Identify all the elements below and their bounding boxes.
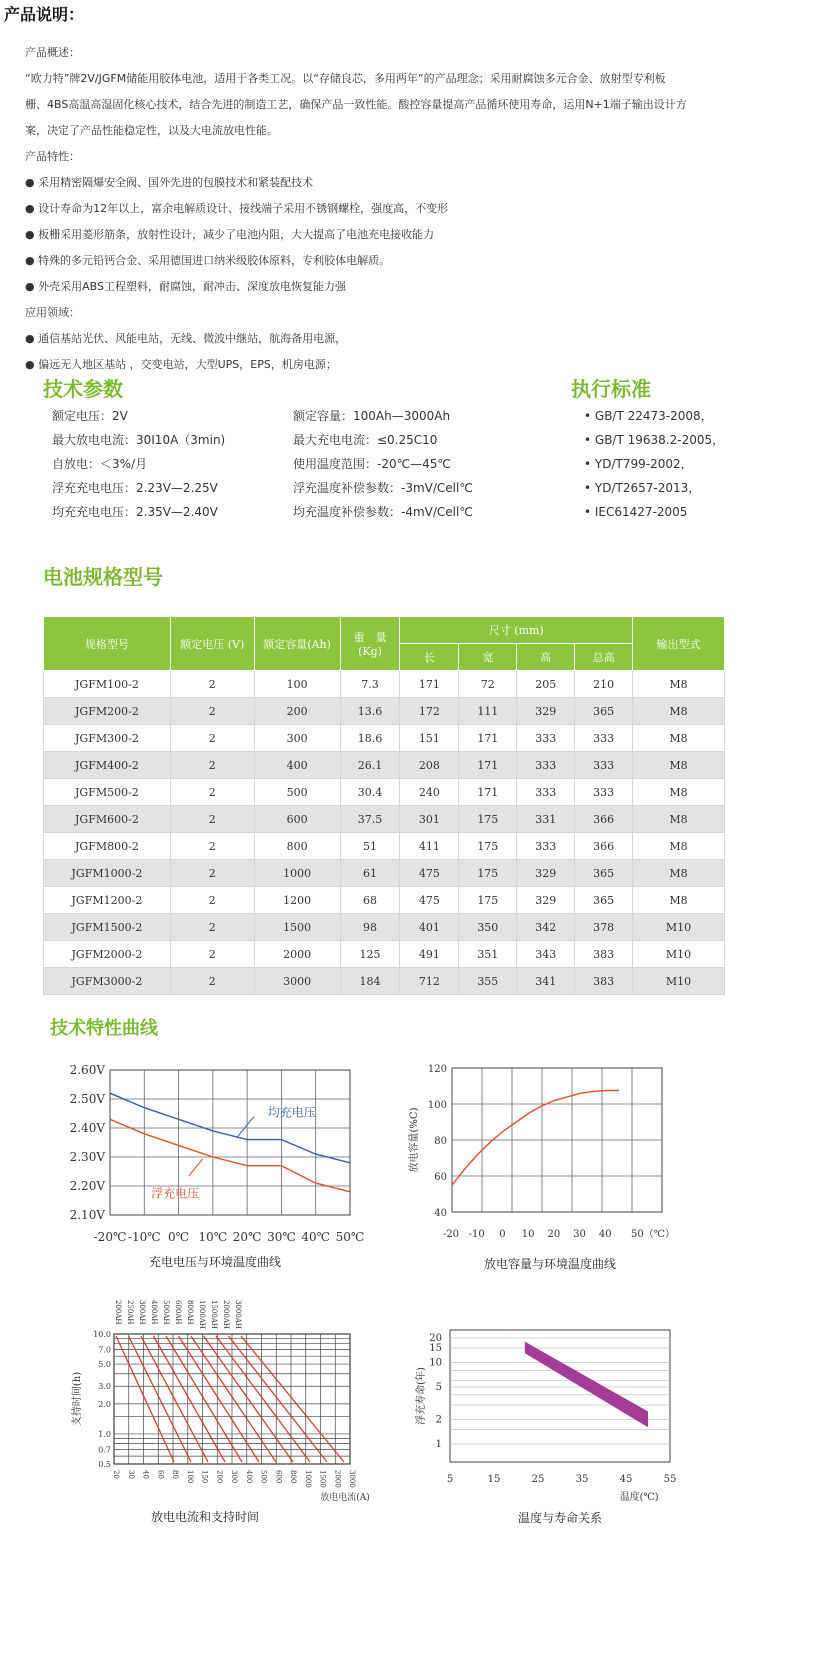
table-cell: 333 (575, 779, 633, 806)
th-weight (340, 617, 400, 671)
spec-item: 均充充电电压：2.35V—2.40V (52, 505, 218, 519)
x-tick-label: 20 (547, 1229, 561, 1240)
table-cell: 175 (459, 833, 517, 860)
table-cell: 301 (400, 806, 459, 833)
spec-item: 均充温度补偿参数：-4mV/Cell℃ (293, 505, 473, 519)
y-axis-label: 支持时间(h) (72, 1371, 83, 1427)
x-tick-label: 150 (200, 1470, 209, 1484)
model-rows (44, 671, 725, 995)
y-tick-label: 0.5 (98, 1460, 111, 1469)
table-cell: 208 (400, 752, 459, 779)
x-tick-label: 25 (531, 1474, 545, 1485)
table-cell: JGFM500-2 (44, 779, 171, 806)
table-cell: 2 (170, 968, 254, 995)
table-cell: M10 (633, 941, 725, 968)
table-cell: 175 (459, 887, 517, 914)
y-tick-label: 5 (435, 1381, 442, 1393)
table-cell: 3000 (254, 968, 340, 995)
table-cell: JGFM1200-2 (44, 887, 171, 914)
table-cell: 366 (575, 806, 633, 833)
y-tick-label: 10 (429, 1357, 442, 1369)
series-line (229, 1336, 328, 1462)
x-tick-label: 15 (487, 1474, 501, 1485)
table-cell: 331 (517, 806, 575, 833)
plot-frame (110, 1070, 350, 1215)
standards-heading: 执行标准 (571, 377, 651, 401)
table-cell: 383 (575, 968, 633, 995)
table-cell: 342 (517, 914, 575, 941)
th-model: 规格型号 (44, 617, 171, 671)
table-cell: 333 (575, 752, 633, 779)
table-cell: 333 (575, 725, 633, 752)
y-tick-label: 5.0 (98, 1360, 111, 1370)
table-cell: 366 (575, 833, 633, 860)
y-axis-label: 放电容量(%C) (409, 1107, 420, 1173)
tech-params-col1 (52, 404, 225, 524)
table-row (44, 698, 725, 725)
standard-item: • YD/T799-2002， (584, 457, 693, 471)
table-cell: 351 (459, 941, 517, 968)
spec-item: 额定容量：100Ah—3000Ah (293, 409, 451, 423)
table-cell: M8 (633, 671, 725, 698)
series-label: 200AH (114, 1300, 122, 1325)
x-tick-label: 0 (499, 1229, 506, 1240)
series-label: 300AH (138, 1300, 146, 1325)
table-cell: 175 (459, 806, 517, 833)
x-tick-label: 600 (274, 1470, 283, 1484)
table-cell: 18.6 (340, 725, 400, 752)
x-tick-label: 60 (156, 1470, 165, 1479)
table-cell: 51 (340, 833, 400, 860)
y-tick-label: 2.50V (69, 1092, 105, 1106)
th-width: 宽 (459, 644, 517, 671)
table-cell: 2 (170, 725, 254, 752)
series-line (116, 1336, 174, 1462)
y-tick-label: 0.7 (98, 1445, 111, 1455)
table-cell: M8 (633, 860, 725, 887)
table-cell: 350 (459, 914, 517, 941)
standard-item: • GB/T 19638.2-2005， (584, 433, 725, 447)
temperature-life-chart (410, 1320, 710, 1510)
table-cell: 800 (254, 833, 340, 860)
table-cell: 2 (170, 914, 254, 941)
series-label: 2000AH (222, 1300, 230, 1329)
y-tick-label: 2 (435, 1414, 442, 1426)
table-cell: M8 (633, 806, 725, 833)
y-tick-label: 2.30V (69, 1150, 105, 1164)
overview-line: 案，决定了产品性能稳定性，以及大电流放电性能。 (25, 124, 278, 137)
x-tick-label: 50℃ (335, 1230, 365, 1244)
x-tick-label: 30 (573, 1229, 586, 1240)
standard-item: • YD/T2657-2013， (584, 481, 701, 495)
table-cell: JGFM3000-2 (44, 968, 171, 995)
curves-heading: 技术特性曲线 (50, 1018, 158, 1039)
table-cell: 2 (170, 806, 254, 833)
x-tick-label: 35 (575, 1474, 589, 1485)
x-tick-label: 1000 (303, 1470, 312, 1488)
table-cell: 2000 (254, 941, 340, 968)
table-cell: 329 (517, 698, 575, 725)
x-tick-label: 40 (141, 1470, 150, 1479)
table-cell: 2 (170, 941, 254, 968)
y-tick-label: 2.60V (69, 1063, 105, 1077)
x-tick-label: 3000 (348, 1470, 356, 1488)
chart1-caption: 充电电压与环境温度曲线 (148, 1255, 281, 1269)
th-weight-line2: (Kg) (358, 645, 382, 658)
table-cell: 329 (517, 860, 575, 887)
tech-params-heading: 技术参数 (43, 377, 123, 401)
table-row (44, 941, 725, 968)
table-cell: 100 (254, 671, 340, 698)
overview-label: 产品概述： (25, 46, 80, 59)
table-cell: JGFM100-2 (44, 671, 171, 698)
table-cell: 329 (517, 887, 575, 914)
x-tick-label: 50（℃） (630, 1229, 675, 1240)
table-cell: 365 (575, 860, 633, 887)
y-tick-label: 1.0 (98, 1429, 111, 1439)
spec-item: 额定电压：2V (52, 409, 128, 423)
table-cell: 171 (459, 725, 517, 752)
table-row (44, 968, 725, 995)
overview-line: 栅、4BS高温高湿固化核心技术，结合先进的制造工艺，确保产品一致性能。酸控容量提高产品循环使用寿命，运用N+1端子输出设计方 (25, 98, 687, 111)
table-row (44, 833, 725, 860)
table-cell: 72 (459, 671, 517, 698)
th-weight-line1: 重 量 (353, 631, 387, 644)
table-cell: 378 (575, 914, 633, 941)
x-tick-label: 80 (171, 1470, 179, 1479)
spec-item: 最大放电电流：30I10A（3min) (52, 433, 226, 447)
table-row (44, 806, 725, 833)
y-tick-label: 2.40V (69, 1121, 105, 1135)
th-length: 长 (400, 644, 459, 671)
series-leader (237, 1116, 254, 1137)
table-cell: 333 (517, 779, 575, 806)
table-cell: 600 (254, 806, 340, 833)
x-tick-label: 1500 (318, 1470, 327, 1488)
feature-item: ● 外壳采用ABS工程塑料，耐腐蚀，耐冲击、深度放电恢复能力强 (25, 280, 346, 293)
th-height: 高 (517, 644, 575, 671)
series-label: 800AH (186, 1300, 194, 1325)
table-cell: 151 (400, 725, 459, 752)
table-cell: 2 (170, 779, 254, 806)
table-row (44, 725, 725, 752)
table-cell: 240 (400, 779, 459, 806)
table-cell: 26.1 (340, 752, 400, 779)
table-row (44, 671, 725, 698)
x-tick-label: -10 (468, 1229, 485, 1240)
table-cell: 500 (254, 779, 340, 806)
table-cell: 7.3 (340, 671, 400, 698)
x-tick-label: -20℃ (93, 1230, 127, 1244)
th-terminal: 输出型式 (633, 617, 725, 671)
table-cell: 343 (517, 941, 575, 968)
th-capacity: 额定容量(Ah) (254, 617, 340, 671)
table-cell: 37.5 (340, 806, 400, 833)
table-cell: 1000 (254, 860, 340, 887)
y-tick-label: 60 (434, 1172, 447, 1183)
y-tick-label: 7.0 (98, 1345, 111, 1355)
table-cell: 125 (340, 941, 400, 968)
table-cell: M8 (633, 887, 725, 914)
table-cell: 411 (400, 833, 459, 860)
table-cell: 2 (170, 671, 254, 698)
y-tick-label: 10.0 (93, 1330, 111, 1339)
table-row (44, 752, 725, 779)
y-tick-label: 40 (434, 1208, 447, 1219)
x-tick-label: 800 (289, 1470, 297, 1484)
table-cell: 2 (170, 752, 254, 779)
table-cell: 111 (459, 698, 517, 725)
page-title: 产品说明： (4, 5, 85, 24)
table-cell: 355 (459, 968, 517, 995)
table-cell: M10 (633, 914, 725, 941)
y-tick-label: 15 (429, 1343, 442, 1355)
standards-list (584, 404, 724, 524)
table-row (44, 887, 725, 914)
table-cell: 400 (254, 752, 340, 779)
table-cell: M8 (633, 698, 725, 725)
table-cell: JGFM800-2 (44, 833, 171, 860)
app-item: ● 偏远无人地区基站 ，交变电站，大型UPS，EPS，机房电源； (25, 358, 337, 371)
table-cell: 68 (340, 887, 400, 914)
discharge-current-time-chart (70, 1298, 370, 1508)
table-cell: 365 (575, 887, 633, 914)
table-cell: M8 (633, 752, 725, 779)
table-cell: M8 (633, 779, 725, 806)
feature-item: ● 板栅采用菱形筋条，放射性设计，减少了电池内阻，大大提高了电池充电接收能力 (25, 228, 435, 241)
standard-item: • GB/T 22473-2008， (584, 409, 713, 423)
table-cell: 333 (517, 833, 575, 860)
apps-label: 应用领域： (25, 306, 80, 319)
series-label: 均充电压 (267, 1105, 316, 1120)
table-cell: 341 (517, 968, 575, 995)
series-label: 600AH (174, 1300, 182, 1325)
series-leader (189, 1159, 203, 1176)
table-cell: 401 (400, 914, 459, 941)
table-cell: 30.4 (340, 779, 400, 806)
series-line (241, 1336, 344, 1462)
y-tick-label: 80 (434, 1136, 447, 1147)
table-cell: 205 (517, 671, 575, 698)
y-tick-label: 3.0 (98, 1382, 111, 1392)
series-label: 250AH (126, 1300, 134, 1325)
table-cell: 365 (575, 698, 633, 725)
table-cell: 61 (340, 860, 400, 887)
x-tick-label: 2000 (333, 1470, 342, 1488)
table-cell: 210 (575, 671, 633, 698)
series-label: 浮充电压 (151, 1186, 200, 1201)
x-tick-label: 20℃ (232, 1230, 262, 1244)
x-tick-label: 500 (259, 1470, 268, 1484)
spec-item: 使用温度范围：-20℃—45℃ (293, 457, 451, 471)
table-cell: 491 (400, 941, 459, 968)
table-cell: 383 (575, 941, 633, 968)
table-cell: JGFM200-2 (44, 698, 171, 725)
table-cell: 98 (340, 914, 400, 941)
x-tick-label: 30℃ (267, 1230, 296, 1244)
table-row (44, 914, 725, 941)
x-tick-label: 40℃ (301, 1230, 331, 1244)
table-cell: 172 (400, 698, 459, 725)
th-size: 尺寸 (mm) (400, 617, 633, 644)
x-tick-label: -10℃ (127, 1230, 161, 1244)
feature-item: ● 特殊的多元铅钙合金、采用德国进口纳米级胶体原料，专利胶体电解质。 (25, 254, 391, 267)
table-cell: 171 (459, 752, 517, 779)
table-cell: M8 (633, 833, 725, 860)
table-row (44, 779, 725, 806)
table-cell: 2 (170, 860, 254, 887)
table-cell: 175 (459, 860, 517, 887)
spec-item: 浮充温度补偿参数：-3mV/Cell℃ (293, 481, 473, 495)
table-cell: JGFM600-2 (44, 806, 171, 833)
table-cell: 13.6 (340, 698, 400, 725)
table-cell: 1500 (254, 914, 340, 941)
series-line (129, 1336, 192, 1462)
life-band (525, 1342, 648, 1428)
table-cell: 200 (254, 698, 340, 725)
x-tick-label: -20 (442, 1229, 460, 1240)
x-tick-label: 20 (112, 1470, 120, 1479)
series-label: 3000AH (234, 1300, 242, 1329)
table-cell: JGFM1000-2 (44, 860, 171, 887)
table-cell: 171 (400, 671, 459, 698)
spec-item: 自放电：＜3%/月 (52, 457, 148, 471)
table-cell: 333 (517, 752, 575, 779)
features-label: 产品特性： (25, 150, 80, 163)
table-row (44, 860, 725, 887)
table-cell: 2 (170, 833, 254, 860)
series-line (141, 1336, 208, 1462)
series-label: 400AH (150, 1300, 158, 1325)
x-axis-label: 温度(℃) (619, 1492, 659, 1503)
table-cell: M10 (633, 968, 725, 995)
x-tick-label: 0℃ (168, 1230, 190, 1244)
x-tick-label: 300 (230, 1470, 238, 1484)
table-cell: JGFM300-2 (44, 725, 171, 752)
x-axis-label: 放电电流(A) (320, 1493, 370, 1503)
table-cell: 333 (517, 725, 575, 752)
chart3-caption: 放电电流和支持时间 (150, 1510, 259, 1524)
spec-item: 浮充充电电压：2.23V—2.25V (52, 481, 218, 495)
y-tick-label: 20 (429, 1332, 442, 1344)
table-cell: 1200 (254, 887, 340, 914)
series-label: 500AH (162, 1300, 170, 1325)
y-tick-label: 1 (435, 1438, 442, 1450)
chart2-caption: 放电容量与环境温度曲线 (483, 1257, 616, 1271)
series-line (154, 1336, 226, 1462)
series-line (452, 1091, 619, 1186)
feature-item: ● 设计寿命为12年以上，富余电解质设计、接线端子采用不锈钢螺栓，强度高，不变形 (25, 202, 449, 215)
x-tick-label: 200 (215, 1470, 224, 1484)
charge-voltage-temperature-chart (60, 1060, 370, 1255)
x-tick-label: 10 (521, 1229, 535, 1240)
table-cell: 2 (170, 887, 254, 914)
table-cell: 475 (400, 860, 459, 887)
y-tick-label: 120 (427, 1064, 447, 1075)
table-cell: 171 (459, 779, 517, 806)
spec-item: 最大充电电流：≤0.25C10 (293, 433, 438, 447)
table-cell: 2 (170, 698, 254, 725)
feature-item: ● 采用精密隔爆安全阀、国外先进的包膜技术和紧装配技术 (25, 176, 314, 189)
app-item: ● 通信基站光伏、风能电站，无线、微波中继站，航海备用电源， (25, 332, 347, 345)
table-cell: JGFM400-2 (44, 752, 171, 779)
models-heading: 电池规格型号 (43, 565, 163, 589)
table-cell: JGFM2000-2 (44, 941, 171, 968)
y-axis-label: 浮充寿命(年) (416, 1367, 427, 1425)
y-tick-label: 2.10V (69, 1208, 105, 1222)
series-label: 1000AH (198, 1300, 206, 1329)
x-tick-label: 100 (185, 1470, 194, 1484)
tech-params-col2 (293, 404, 473, 524)
th-total-height: 总高 (575, 644, 633, 671)
standard-item: • IEC61427-2005 (584, 505, 688, 519)
capacity-temperature-chart (405, 1060, 710, 1250)
x-tick-label: 5 (446, 1474, 454, 1485)
y-tick-label: 2.0 (98, 1399, 111, 1409)
table-cell: 184 (340, 968, 400, 995)
overview-line: “欧力特”牌2V/JGFM储能用胶体电池，适用于各类工况。以“存储良芯，多用两年”的产品理念；采用耐腐蚀多元合金、放射型专利板 (25, 72, 666, 85)
x-tick-label: 40 (598, 1229, 612, 1240)
y-tick-label: 2.20V (69, 1179, 105, 1193)
series-label: 1500AH (210, 1300, 218, 1329)
model-spec-table (43, 616, 725, 995)
table-cell: JGFM1500-2 (44, 914, 171, 941)
x-tick-label: 30 (126, 1470, 135, 1479)
chart4-caption: 温度与寿命关系 (517, 1511, 602, 1525)
x-tick-label: 55 (663, 1474, 677, 1485)
x-tick-label: 45 (619, 1474, 633, 1485)
plot-frame (450, 1330, 670, 1462)
table-cell: 712 (400, 968, 459, 995)
table-cell: 300 (254, 725, 340, 752)
series-line (110, 1119, 350, 1192)
x-tick-label: 10℃ (198, 1230, 228, 1244)
y-tick-label: 100 (427, 1100, 447, 1111)
product-intro (25, 40, 805, 378)
table-cell: 475 (400, 887, 459, 914)
table-cell: M8 (633, 725, 725, 752)
th-voltage: 额定电压 (V) (170, 617, 254, 671)
x-tick-label: 400 (244, 1470, 253, 1484)
